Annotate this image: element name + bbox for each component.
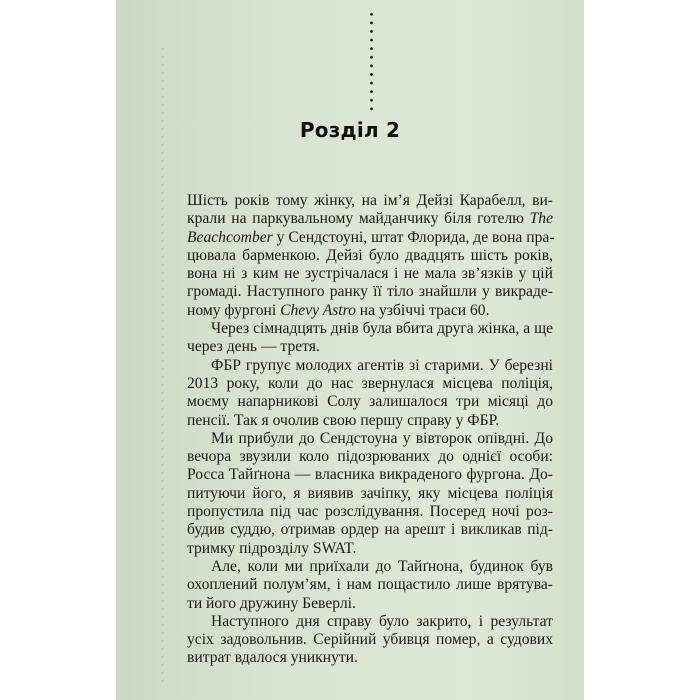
paragraph — [187, 558, 553, 613]
text-line — [187, 485, 553, 503]
text-segment: 2013 року, коли до нас звернулася місцева поліція, — [187, 374, 553, 392]
text-segment: ти його дружину Беверлі. — [187, 594, 356, 612]
text-segment: ФБР групує молодих агентів зі старими. У березні — [211, 356, 553, 374]
text-line — [187, 466, 553, 484]
text-line — [187, 576, 553, 594]
text-segment: Шість років тому жінку, на ім’я Дейзі Карабелл, ви- — [187, 192, 553, 209]
text-line — [187, 302, 553, 320]
paragraph — [187, 320, 553, 357]
text-line — [187, 412, 553, 430]
text-line — [187, 430, 553, 448]
text-line — [187, 631, 553, 649]
text-segment: охоплений полум’ям, і нам пощастило лише врятува- — [187, 576, 553, 594]
text-segment: витрат вдалося уникнути. — [187, 649, 358, 667]
text-line — [187, 357, 553, 375]
text-segment: ному фургоні — [187, 301, 281, 319]
text-line — [187, 503, 553, 521]
italic-text: Beachcomber — [187, 228, 273, 246]
text-line — [187, 521, 553, 539]
text-segment: будив суддю, отримав ордер на арешт і викликав під- — [187, 521, 553, 539]
text-line — [187, 540, 553, 558]
text-line — [187, 613, 553, 631]
text-line — [187, 649, 553, 667]
text-segment: цювала барменкою. Дейзі було двадцять шість років, — [187, 246, 553, 264]
text-segment: вечора звузили коло підозрюваних до однієї особи: — [187, 448, 553, 466]
chapter-body-text — [187, 192, 553, 668]
text-segment: у Сендстоуні, штат Флорида, де вона пра- — [272, 228, 555, 246]
book-page — [116, 0, 584, 700]
text-line — [187, 338, 553, 356]
italic-text: The — [529, 210, 553, 228]
text-line — [187, 393, 553, 411]
text-segment: Через сімнадцять днів була вбита друга жінка, а ще — [211, 320, 553, 338]
text-segment: Росса Тайґнона — власника викраденого фургона. До- — [187, 466, 553, 484]
chapter-title: Розділ 2 — [299, 118, 401, 142]
text-segment: Ми прибули до Сендстоуна у вівторок опівдні. До — [211, 429, 553, 447]
text-segment: Наступного дня справу було закрито, і результат — [211, 612, 553, 630]
text-segment: тримку підрозділу SWAT. — [187, 539, 357, 557]
chapter-dotted-divider — [370, 10, 373, 116]
text-line — [187, 229, 553, 247]
text-segment: моєму напарникові Солу залишалося три місяці до — [187, 393, 553, 411]
text-line — [187, 210, 553, 228]
text-segment: пропустила під час розслідування. Посеред ночі роз- — [187, 503, 553, 521]
text-segment: вона ні з ким не зустрічалася і не мала зв’язків у цій — [187, 265, 553, 283]
text-line — [187, 375, 553, 393]
text-segment: усіх задовольнив. Серійний убивця помер, а судових — [187, 631, 553, 649]
text-segment: крали на паркувальному майданчику біля готелю — [187, 210, 530, 228]
text-line — [187, 558, 553, 576]
text-segment: пенсії. Так я очолив свою першу справу у ФБР. — [187, 411, 500, 429]
text-segment: Але, коли ми приїхали до Тайґнона, будинок був — [211, 557, 553, 575]
text-segment: громаді. Наступного ранку її тіло знайшли у викраде- — [187, 283, 553, 301]
text-line — [187, 265, 553, 283]
text-segment: через день — третя. — [187, 338, 320, 356]
text-line — [187, 192, 553, 210]
text-line — [187, 448, 553, 466]
text-line — [187, 247, 553, 265]
italic-text: Chevy Astro — [280, 301, 356, 319]
text-segment: питуючи його, я виявив зачіпку, яку місцева поліція — [187, 484, 553, 502]
text-line — [187, 320, 553, 338]
paragraph — [187, 613, 553, 668]
paragraph — [187, 357, 553, 430]
text-segment: на узбіччі траси 60. — [355, 301, 490, 319]
text-line — [187, 283, 553, 301]
paragraph — [187, 192, 553, 320]
paragraph — [187, 430, 553, 558]
text-line — [187, 595, 553, 613]
